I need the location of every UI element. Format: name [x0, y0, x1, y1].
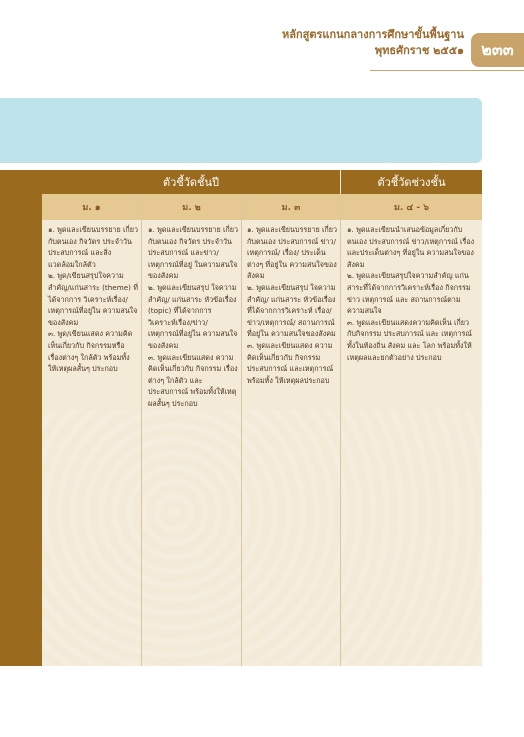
indicator-item: ๑. พูดและเขียนบรรยาย เกี่ยวกับตนเอง กิจวัตร ประจำวัน ประสบการณ์ และข่าว/เหตุการณ์ที่อยู่ ในความสนใจของสังคม [148, 225, 239, 281]
column-divider [141, 194, 142, 666]
indicators-table [42, 170, 482, 666]
indicator-item: ๒. พูดและเขียนสรุป ใจความสำคัญ/ แก่นสาระ หัวข้อเรื่อง ที่ได้จากการวิเคราะห์ เรื่อง/ข่าว/เหตุการณ์/ สถานการณ์ที่อยู่ใน ความสนใจของสังคม [247, 282, 336, 339]
column-divider [340, 194, 341, 666]
cell-m4-6 [347, 224, 477, 363]
cell-m2 [148, 224, 238, 410]
indicator-item: ๓. พูดและเขียนแสดง ความคิดเห็นเกี่ยวกับ กิจกรรม ประสบการณ์ และเหตุการณ์ พร้อมทั้ง ให้เหตุผลประกอบ [247, 340, 334, 385]
cell-m3 [247, 224, 337, 386]
cell-m1 [48, 224, 138, 375]
book-title: หลักสูตรแกนกลางการศึกษาขั้นพื้นฐาน [281, 28, 464, 41]
indicator-item: ๒. พูดและเขียนสรุปใจความสำคัญ แก่นสาระที่ได้จากการวิเคราะห์เรื่อง กิจกรรม ข่าว เหตุการณ์ และ สถานการณ์ตามความสนใจ [347, 271, 471, 316]
grade-header-m1: ม. ๑ [42, 194, 141, 220]
page-number: ๒๓๓ [471, 33, 524, 67]
range-indicators-header: ตัวชี้วัดช่วงชั้น [341, 170, 482, 194]
indicator-item: ๑. พูดและเขียนบรรยาย เกี่ยวกับตนเอง กิจวัตร ประจำวัน ประสบการณ์ และสิ่งแวดล้อมใกล้ตัว [48, 225, 139, 269]
left-bar [0, 170, 42, 666]
indicator-item: ๓. พูดและเขียนแสดง ความคิดเห็นเกี่ยวกับ กิจกรรม เรื่องต่างๆ ใกล้ตัว และประสบการณ์ พร้อมทั้งให้เหตุผลสั้นๆ ประกอบ [148, 352, 238, 408]
grade-header-m3: ม. ๓ [242, 194, 340, 220]
indicator-item: ๑. พูดและเขียนนำเสนอข้อมูลเกี่ยวกับ ตนเอง ประสบการณ์ ข่าว/เหตุการณ์ เรื่อง และประเด็นต่างๆ ที่อยู่ใน ความสนใจของสังคม [347, 225, 475, 269]
indicator-item: ๓. พูดและเขียนแสดงความคิดเห็น เกี่ยวกับกิจกรรม ประสบการณ์ และ เหตุการณ์ ทั้งในท้องถิ่น สังคม และ โลก พร้อมทั้งให้เหตุผลและยกตัวอย่าง ประกอบ [347, 317, 472, 362]
indicator-item: ๒. พูด/เขียนสรุปใจความ สำคัญ/แก่นสาระ (theme) ที่ได้จากการ วิเคราะห์เรื่อง/ เหตุการณ์ที่อยู่ใน ความสนใจของสังคม [48, 271, 138, 327]
empty-blue-panel [0, 98, 482, 163]
grade-header-m2: ม. ๒ [142, 194, 241, 220]
column-divider [241, 194, 242, 666]
book-year: พุทธศักราช ๒๕๕๑ [374, 44, 464, 57]
indicator-item: ๑. พูดและเขียนบรรยาย เกี่ยวกับตนเอง ประสบการณ์ ข่าว/ เหตุการณ์/ เรื่อง/ ประเด็นต่างๆ ที่อยู่ใน ความสนใจของสังคม [247, 225, 338, 281]
indicator-item: ๓. พูด/เขียนแสดง ความคิดเห็นเกี่ยวกับ กิจกรรมหรือเรื่องต่างๆ ใกล้ตัว พร้อมทั้ง ให้เหตุผลสั้นๆ ประกอบ [48, 329, 133, 374]
yearly-indicators-header: ตัวชี้วัดชั้นปี [42, 170, 340, 194]
header-rule [370, 70, 524, 71]
indicator-item: ๒. พูดและเขียนสรุป ใจความสำคัญ/ แก่นสาระ หัวข้อเรื่อง (topic) ที่ได้จากการ วิเคราะห์เรื่อง/ข่าว/ เหตุการณ์ที่อยู่ใน ความสนใจของสังคม [148, 282, 238, 350]
grade-header-m4-6: ม. ๔ - ๖ [341, 194, 482, 220]
